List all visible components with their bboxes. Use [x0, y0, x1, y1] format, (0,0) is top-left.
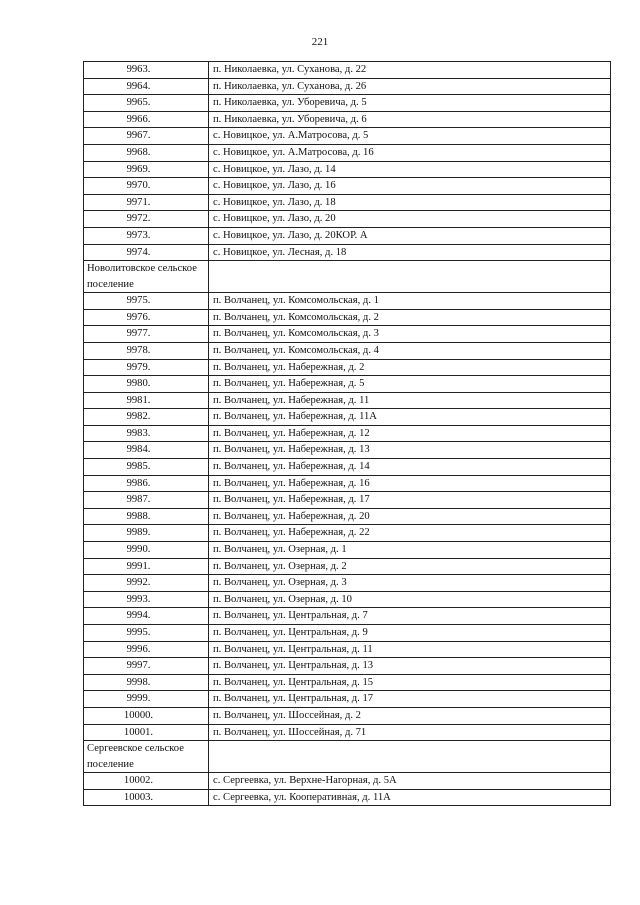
row-address: с. Новицкое, ул. А.Матросова, д. 5 — [209, 128, 611, 145]
row-number: 9979. — [84, 359, 209, 376]
row-number: 9994. — [84, 608, 209, 625]
table-row — [84, 293, 611, 310]
row-number: 9978. — [84, 342, 209, 359]
table-row — [84, 211, 611, 228]
table-row — [84, 342, 611, 359]
section-row — [84, 261, 611, 293]
row-number: 10003. — [84, 789, 209, 806]
row-number: 9974. — [84, 244, 209, 261]
row-address: п. Волчанец, ул. Набережная, д. 16 — [209, 475, 611, 492]
row-number: 10001. — [84, 724, 209, 741]
row-number: 9977. — [84, 326, 209, 343]
row-number: 9973. — [84, 227, 209, 244]
row-number: 9969. — [84, 161, 209, 178]
table-row — [84, 392, 611, 409]
row-address: п. Волчанец, ул. Комсомольская, д. 4 — [209, 342, 611, 359]
row-number: 9976. — [84, 309, 209, 326]
row-address: с. Новицкое, ул. Лазо, д. 18 — [209, 194, 611, 211]
table-row — [84, 144, 611, 161]
row-number: 9993. — [84, 591, 209, 608]
row-address: с. Новицкое, ул. А.Матросова, д. 16 — [209, 144, 611, 161]
section-empty-cell — [209, 261, 611, 293]
table-row — [84, 508, 611, 525]
row-address: с. Новицкое, ул. Лесная, д. 18 — [209, 244, 611, 261]
row-number: 9968. — [84, 144, 209, 161]
row-number: 9997. — [84, 658, 209, 675]
row-address: п. Волчанец, ул. Набережная, д. 22 — [209, 525, 611, 542]
table-row — [84, 178, 611, 195]
row-address: п. Волчанец, ул. Центральная, д. 7 — [209, 608, 611, 625]
table-row — [84, 492, 611, 509]
row-address: п. Волчанец, ул. Набережная, д. 11А — [209, 409, 611, 426]
row-address: п. Волчанец, ул. Шоссейная, д. 2 — [209, 707, 611, 724]
row-number: 9996. — [84, 641, 209, 658]
table-row — [84, 95, 611, 112]
table-row — [84, 625, 611, 642]
table-row — [84, 608, 611, 625]
table-row — [84, 658, 611, 675]
table-row — [84, 244, 611, 261]
table-row — [84, 475, 611, 492]
row-address: п. Волчанец, ул. Центральная, д. 17 — [209, 691, 611, 708]
page-number: 221 — [311, 36, 329, 48]
row-address: п. Волчанец, ул. Центральная, д. 11 — [209, 641, 611, 658]
section-title: Сергеевское сельское поселение — [84, 741, 209, 773]
row-address: п. Николаевка, ул. Суханова, д. 22 — [209, 62, 611, 79]
table-row — [84, 724, 611, 741]
row-address: п. Волчанец, ул. Центральная, д. 15 — [209, 674, 611, 691]
section-row — [84, 741, 611, 773]
table-row — [84, 773, 611, 790]
row-number: 9966. — [84, 111, 209, 128]
table-row — [84, 558, 611, 575]
table-row — [84, 227, 611, 244]
row-number: 9989. — [84, 525, 209, 542]
table-row — [84, 641, 611, 658]
row-number: 9967. — [84, 128, 209, 145]
row-address: п. Волчанец, ул. Озерная, д. 10 — [209, 591, 611, 608]
row-number: 9984. — [84, 442, 209, 459]
row-number: 9971. — [84, 194, 209, 211]
table-row — [84, 459, 611, 476]
row-address: п. Волчанец, ул. Набережная, д. 13 — [209, 442, 611, 459]
row-number: 9995. — [84, 625, 209, 642]
table-row — [84, 674, 611, 691]
table-row — [84, 111, 611, 128]
table-row — [84, 789, 611, 806]
row-address: п. Николаевка, ул. Суханова, д. 26 — [209, 78, 611, 95]
row-address: п. Волчанец, ул. Набережная, д. 12 — [209, 425, 611, 442]
row-number: 9981. — [84, 392, 209, 409]
row-number: 9983. — [84, 425, 209, 442]
table-row — [84, 707, 611, 724]
table-row — [84, 525, 611, 542]
row-number: 9982. — [84, 409, 209, 426]
row-address: п. Волчанец, ул. Комсомольская, д. 1 — [209, 293, 611, 310]
table-row — [84, 425, 611, 442]
row-address: с. Новицкое, ул. Лазо, д. 14 — [209, 161, 611, 178]
row-number: 9991. — [84, 558, 209, 575]
table-row — [84, 359, 611, 376]
table-row — [84, 128, 611, 145]
row-address: п. Волчанец, ул. Набережная, д. 17 — [209, 492, 611, 509]
row-number: 9970. — [84, 178, 209, 195]
row-number: 9998. — [84, 674, 209, 691]
row-address: п. Волчанец, ул. Набережная, д. 20 — [209, 508, 611, 525]
row-address: с. Новицкое, ул. Лазо, д. 20КОР. А — [209, 227, 611, 244]
row-address: п. Волчанец, ул. Озерная, д. 1 — [209, 542, 611, 559]
row-number: 10000. — [84, 707, 209, 724]
row-number: 9988. — [84, 508, 209, 525]
row-address: с. Сергеевка, ул. Верхне-Нагорная, д. 5А — [209, 773, 611, 790]
row-number: 9992. — [84, 575, 209, 592]
row-number: 10002. — [84, 773, 209, 790]
row-number: 9986. — [84, 475, 209, 492]
row-address: п. Волчанец, ул. Шоссейная, д. 71 — [209, 724, 611, 741]
row-address: п. Волчанец, ул. Центральная, д. 9 — [209, 625, 611, 642]
section-empty-cell — [209, 741, 611, 773]
row-number: 9964. — [84, 78, 209, 95]
address-registry-table — [83, 61, 611, 806]
row-address: п. Волчанец, ул. Озерная, д. 3 — [209, 575, 611, 592]
row-address: с. Сергеевка, ул. Кооперативная, д. 11А — [209, 789, 611, 806]
row-address: п. Волчанец, ул. Набережная, д. 2 — [209, 359, 611, 376]
table-row — [84, 409, 611, 426]
row-address: п. Волчанец, ул. Набережная, д. 5 — [209, 376, 611, 393]
row-address: п. Волчанец, ул. Озерная, д. 2 — [209, 558, 611, 575]
table-row — [84, 194, 611, 211]
row-address: п. Волчанец, ул. Набережная, д. 14 — [209, 459, 611, 476]
table-row — [84, 161, 611, 178]
row-number: 9972. — [84, 211, 209, 228]
table-row — [84, 591, 611, 608]
table-row — [84, 326, 611, 343]
row-address: п. Волчанец, ул. Центральная, д. 13 — [209, 658, 611, 675]
section-title: Новолитовское сельское поселение — [84, 261, 209, 293]
table-row — [84, 62, 611, 79]
row-number: 9965. — [84, 95, 209, 112]
row-address: п. Волчанец, ул. Набережная, д. 11 — [209, 392, 611, 409]
row-address: п. Волчанец, ул. Комсомольская, д. 2 — [209, 309, 611, 326]
table-row — [84, 78, 611, 95]
row-address: с. Новицкое, ул. Лазо, д. 16 — [209, 178, 611, 195]
row-number: 9975. — [84, 293, 209, 310]
table-row — [84, 575, 611, 592]
row-address: п. Николаевка, ул. Уборевича, д. 6 — [209, 111, 611, 128]
table-row — [84, 691, 611, 708]
row-number: 9990. — [84, 542, 209, 559]
row-number: 9999. — [84, 691, 209, 708]
table-row — [84, 442, 611, 459]
table-row — [84, 376, 611, 393]
table-row — [84, 309, 611, 326]
row-number: 9985. — [84, 459, 209, 476]
table-row — [84, 542, 611, 559]
table-body — [84, 62, 611, 806]
row-number: 9963. — [84, 62, 209, 79]
row-address: с. Новицкое, ул. Лазо, д. 20 — [209, 211, 611, 228]
row-address: п. Николаевка, ул. Уборевича, д. 5 — [209, 95, 611, 112]
row-address: п. Волчанец, ул. Комсомольская, д. 3 — [209, 326, 611, 343]
row-number: 9980. — [84, 376, 209, 393]
row-number: 9987. — [84, 492, 209, 509]
